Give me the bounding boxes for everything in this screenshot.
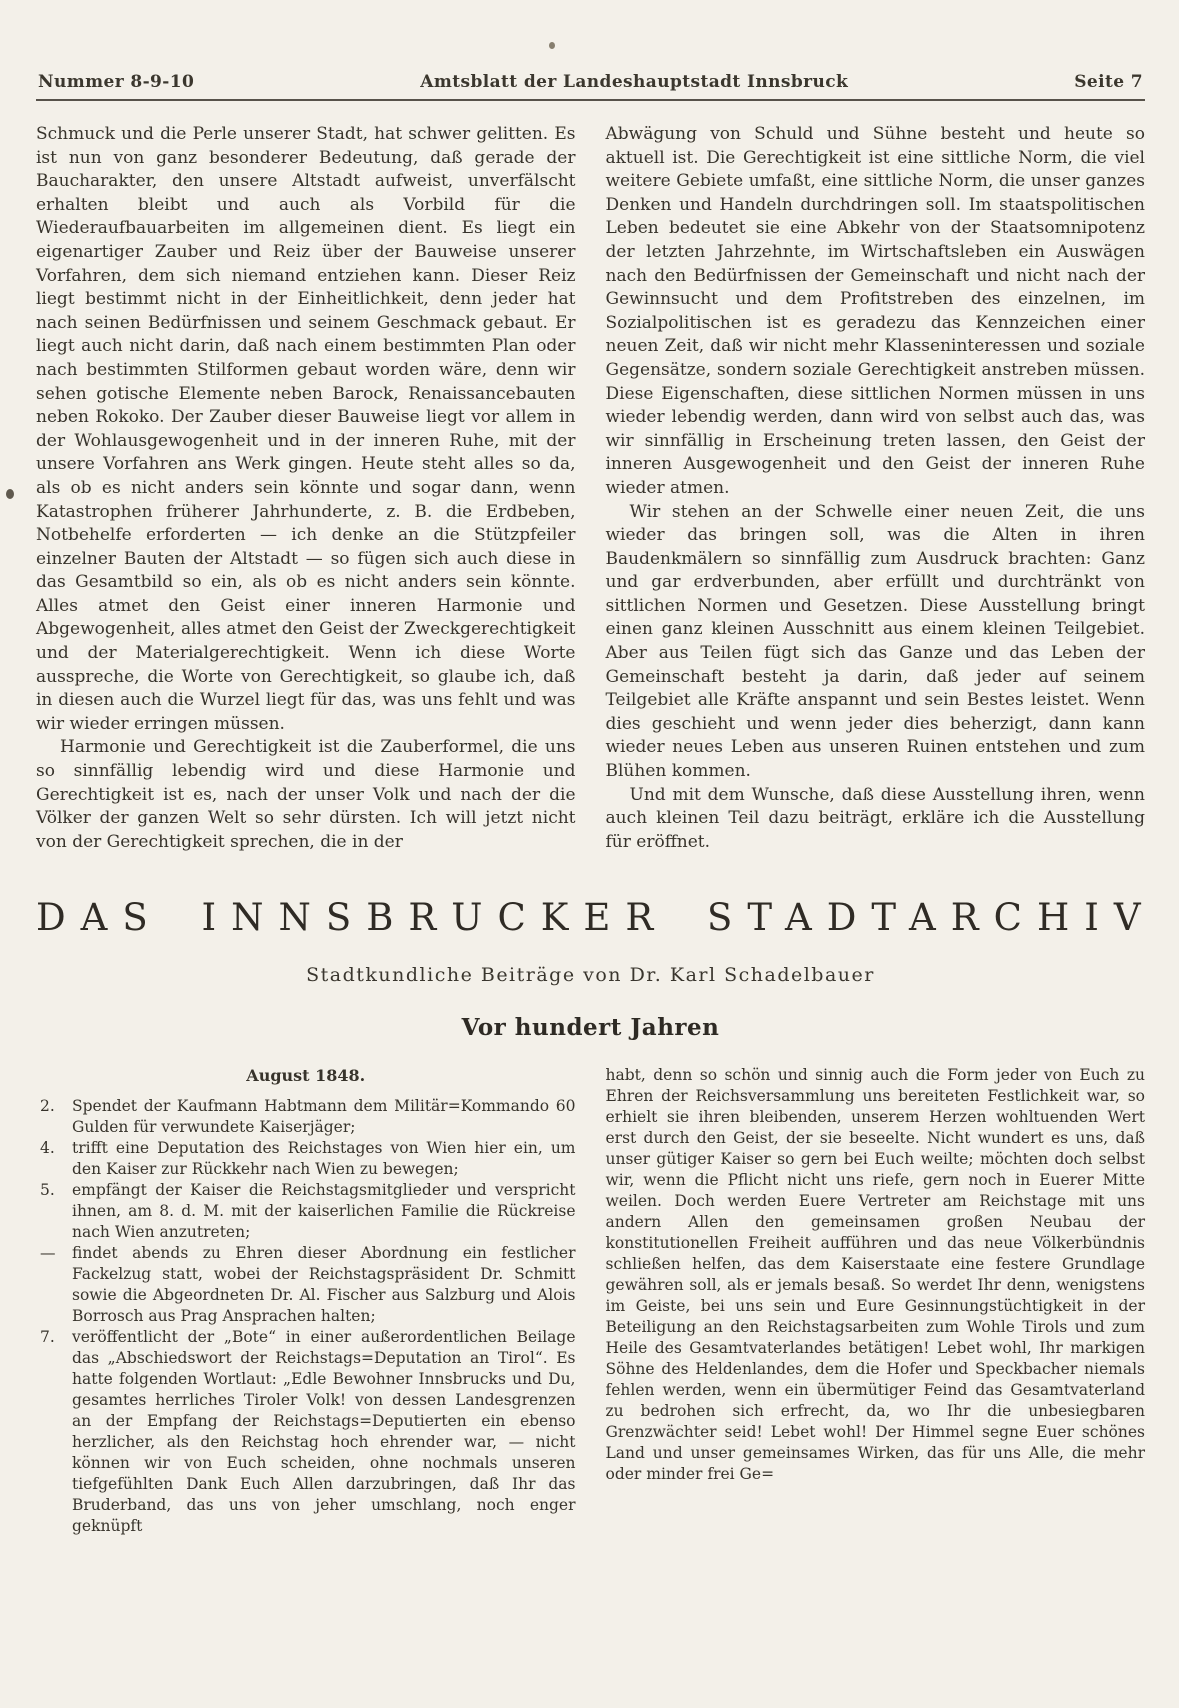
entry-text: empfängt der Kaiser die Reichstagsmitglieder und verspricht ihnen, am 8. d. M. mit der kaiserlichen Familie die Rückreise nach Wien anzutreten; xyxy=(72,1181,576,1242)
chronicle-columns xyxy=(36,1065,1145,1537)
section-title: DAS INNSBRUCKER STADTARCHIV xyxy=(36,896,1156,940)
ink-speck xyxy=(549,42,555,49)
entry-text: Spendet der Kaufmann Habtmann dem Militär=Kommando 60 Gulden für verwundete Kaiserjäger; xyxy=(72,1097,576,1137)
entry-text: veröffentlicht der „Bote“ in einer außerordentlichen Beilage das „Abschiedswort der Reichstags=Deputation an Tirol“. Es hatte folgenden Wortlaut: „Edle Bewohner Innsbrucks und Du, gesamtes herrliches Tiroler Volk! von dessen Landesgrenzen an der Empfang der Reichstags=Deputierten ein ebenso herzlicher, als den Reichstag hoch ehrender war, — nicht können wir von Euch scheiden, ohne nochmals unseren tiefgefühlten Dank Euch Allen darzubringen, daß Ihr das Bruderband, das uns von jeher umschlang, noch enger geknüpft xyxy=(72,1328,576,1536)
chronicle-entry xyxy=(36,1327,576,1537)
date-heading: August 1848. xyxy=(246,1066,366,1086)
entry-number: — xyxy=(40,1244,56,1263)
journal-title: Amtsblatt der Landeshauptstadt Innsbruck xyxy=(420,72,849,92)
entry-number: 2. xyxy=(40,1097,55,1116)
entry-number: 4. xyxy=(40,1139,55,1158)
chronicle-entry xyxy=(36,1180,576,1243)
masthead-rule xyxy=(36,99,1145,101)
section-subtitle: Stadtkundliche Beiträge von Dr. Karl Schadelbauer xyxy=(306,964,875,987)
chronicle-entry xyxy=(36,1243,576,1327)
entry-text: findet abends zu Ehren dieser Abordnung ein festlicher Fackelzug statt, wobei der Reichstagspräsident Dr. Schmitt sowie die Abgeordneten Dr. Al. Fischer aus Salzburg und Alois Borrosch aus Prag Ansprachen halten; xyxy=(72,1244,576,1326)
lower-right-column xyxy=(606,1065,1146,1537)
chronicle-entry xyxy=(36,1096,576,1138)
paragraph: Schmuck und die Perle unserer Stadt, hat schwer gelitten. Es ist nun von ganz besonderer Bedeutung, daß gerade der Baucharakter, den unsere Altstadt aufweist, unverfälscht erhalten bleibt und auch als Vorbild für die Wiederaufbauarbeiten im allgemeinen dient. Es liegt ein eigenartiger Zauber und Reiz über der Bauweise unserer Vorfahren, dem sich niemand entziehen kann. Dieser Reiz liegt bestimmt nicht in der Einheitlichkeit, denn jeder hat nach seinen Bedürfnissen und seinem Geschmack gebaut. Er liegt auch nicht darin, daß nach einem bestimmten Plan oder nach bestimmten Stilformen gebaut worden wäre, denn wir sehen gotische Elemente neben Barock, Renaissancebauten neben Rokoko. Der Zauber dieser Bauweise liegt vor allem in der Wohlausgewogenheit und in der inneren Ruhe, mit der unsere Vorfahren ans Werk gingen. Heute steht alles so da, als ob es nicht anders sein könnte und sogar dann, wenn Katastrophen früherer Jahrhunderte, z. B. die Erdbeben, Notbehelfe erforderten — ich denke an die Stützpfeiler einzelner Bauten der Altstadt — so fügen sich auch diese in das Gesamtbild so ein, als ob es nicht anders sein könnte. Alles atmet den Geist einer inneren Harmonie und Abgewogenheit, alles atmet den Geist der Zweckgerechtigkeit und der Materialgerechtigkeit. Wenn ich diese Worte ausspreche, die Worte von Gerechtigkeit, so glaube ich, daß in diesen auch die Wurzel liegt für das, was uns fehlt und was wir wieder erringen müssen. xyxy=(36,124,576,734)
entry-number: 5. xyxy=(40,1181,55,1200)
paragraph: Wir stehen an der Schwelle einer neuen Zeit, die uns wieder das bringen soll, was die Alten in ihren Baudenkmälern so sinnfällig zum Ausdruck brachten: Ganz und gar erdverbunden, aber erfüllt und durchtränkt von sittlichen Normen und Gesetzen. Diese Ausstellung bringt einen ganz kleinen Ausschnitt aus einem kleinen Teilgebiet. Aber aus Teilen fügt sich das Ganze und das Leben der Gemeinschaft besteht ja darin, daß jeder auf seinem Teilgebiet alle Kräfte anspannt und sein Bestes leistet. Wenn dies geschieht und wenn jeder dies beherzigt, dann kann wieder neues Leben aus unseren Ruinen entstehen und zum Blühen kommen. xyxy=(605,501,1145,782)
ink-speck xyxy=(6,489,14,499)
upper-left-column xyxy=(36,123,576,854)
upper-right-column xyxy=(606,123,1146,854)
paragraph: Abwägung von Schuld und Sühne besteht und heute so aktuell ist. Die Gerechtigkeit ist eine sittliche Norm, die viel weitere Gebiete umfaßt, eine sittliche Norm, die unser ganzes Denken und Handeln durchdringen soll. Im staatspolitischen Leben bedeutet sie eine Abkehr von der Staatsomnipotenz der letzten Jahrzehnte, im Wirtschaftsleben ein Auswägen nach den Bedürfnissen der Gemeinschaft und nicht nach der Gewinnsucht und dem Profitstreben des einzelnen, im Sozialpolitischen ist es geradezu das Kennzeichen einer neuen Zeit, daß wir nicht mehr Klasseninteressen und soziale Gegensätze, sondern soziale Gerechtigkeit anstreben müssen. Diese Eigenschaften, diese sittlichen Normen müssen in uns wieder lebendig werden, dann wird von selbst auch das, was wir sinnfällig in Erscheinung treten lassen, den Geist der inneren Ausgewogenheit und den Geist der inneren Ruhe wieder atmen. xyxy=(605,124,1145,498)
paragraph: Und mit dem Wunsche, daß diese Ausstellung ihren, wenn auch kleinen Teil dazu beiträgt, erkläre ich die Ausstellung für eröffnet. xyxy=(605,784,1145,852)
issue-number: Nummer 8-9-10 xyxy=(38,72,195,92)
entry-text: trifft eine Deputation des Reichstages von Wien hier ein, um den Kaiser zur Rückkehr nach Wien zu bewegen; xyxy=(72,1139,576,1179)
subsection-heading: Vor hundert Jahren xyxy=(461,1014,720,1042)
lower-left-column xyxy=(36,1065,576,1537)
page-number: Seite 7 xyxy=(1074,72,1143,92)
stadtarchiv-section xyxy=(36,896,1156,1537)
paragraph: Harmonie und Gerechtigkeit ist die Zauberformel, die uns so sinnfällig lebendig wird und diese Harmonie und Gerechtigkeit ist es, nach der unser Volk und nach der die Völker der ganzen Welt so sehr dürsten. Ich will jetzt nicht von der Gerechtigkeit sprechen, die in der xyxy=(36,737,576,852)
chronicle-entry xyxy=(36,1138,576,1180)
masthead xyxy=(36,72,1145,99)
paragraph: habt, denn so schön und sinnig auch die Form jeder von Euch zu Ehren der Reichsversammlung uns bereiteten Festlichkeit war, so erhielt sie ihren bleibenden, unserem Herzen wohltuenden Wert erst durch den Geist, der sie beseelte. Nicht wundert es uns, daß unser gütiger Kaiser so gern bei Euch weilte; möchten doch selbst wir, wenn die Pflicht nicht uns riefe, gern noch in Euerer Mitte weilen. Doch werden Euere Vertreter am Reichstage mit uns andern Allen den gemeinsamen großen Neubau der konstitutionellen Freiheit aufführen und das neue Völkerbündnis schließen helfen, das dem Kaiserstaate eine festere Grundlage gewähren soll, als er jemals besaß. So werdet Ihr denn, wenigstens im Geiste, bei uns sein und Eure Gesinnungstüchtigkeit in der Beteiligung an den Reichstagsarbeiten zum Wohle Tirols und zum Heile des Gesamtvaterlandes betätigen! Lebet wohl, Ihr markigen Söhne des Heldenlandes, dem die Hofer und Speckbacher niemals fehlen werden, wenn ein übermütiger Feind das Gesamtvaterland zu bedrohen sich erfrecht, da, wo Ihr die unbesiegbaren Grenzwächter seid! Lebet wohl! Der Himmel segne Euer schönes Land und unser gemeinsames Wirken, das für uns Alle, die mehr oder minder frei Ge= xyxy=(605,1066,1145,1484)
speech-article xyxy=(36,123,1145,854)
entry-number: 7. xyxy=(40,1328,55,1347)
